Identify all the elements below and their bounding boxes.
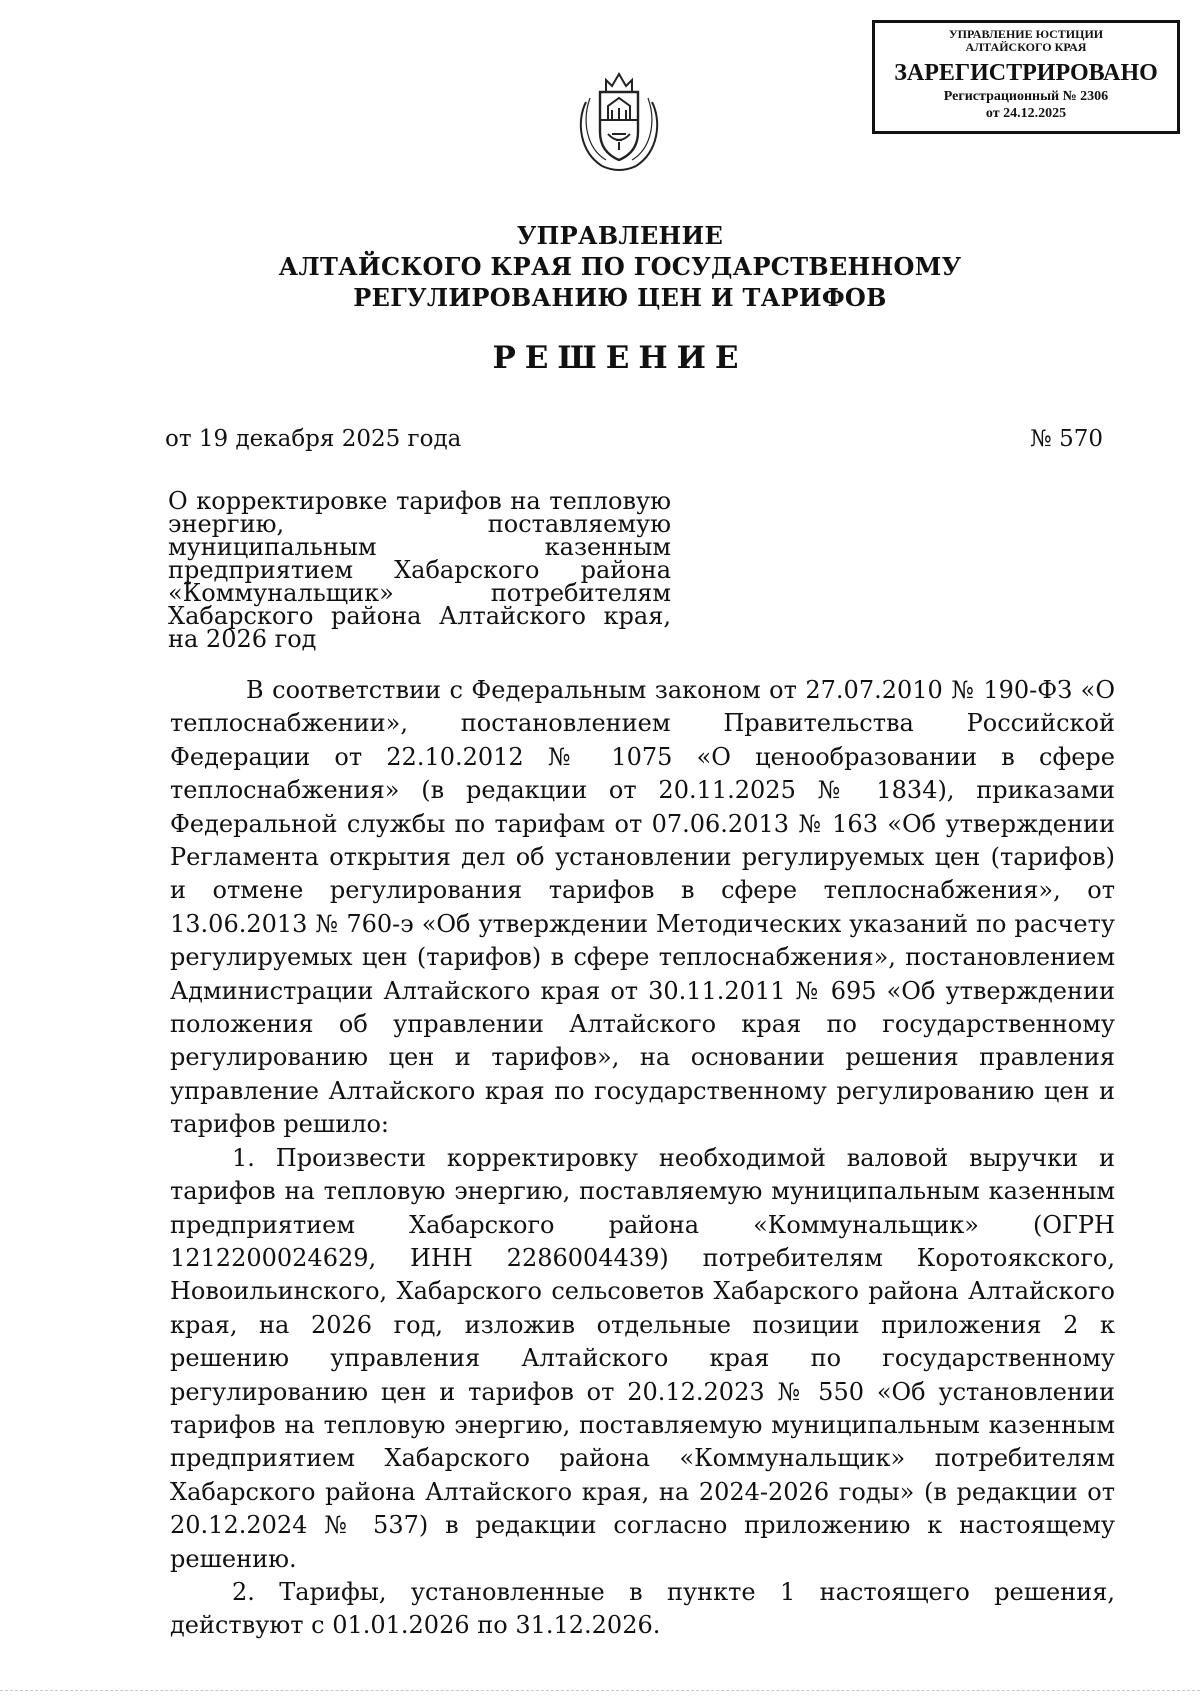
document-number: № 570: [1030, 426, 1103, 452]
stamp-agency-line1: УПРАВЛЕНИЕ ЮСТИЦИИ: [948, 27, 1104, 41]
header-line1: УПРАВЛЕНИЕ: [516, 221, 724, 250]
body-item-2: 2. Тарифы, установленные в пункте 1 настоящего решения, действуют с 01.01.2026 по 31.12.2026.: [170, 1577, 1115, 1640]
stamp-agency-line2: АЛТАЙСКОГО КРАЯ: [965, 40, 1087, 54]
stamp-reg-date: от 24.12.2025: [985, 106, 1067, 121]
document-body: [170, 674, 1115, 1643]
registration-stamp: [872, 20, 1180, 134]
stamp-status: ЗАРЕГИСТРИРОВАНО: [894, 60, 1158, 86]
document-type: РЕШЕНИЕ: [492, 340, 748, 376]
header-line2: АЛТАЙСКОГО КРАЯ ПО ГОСУДАРСТВЕННОМУ: [278, 252, 962, 281]
body-preamble: В соответствии с Федеральным законом от 27.07.2010 № 190-ФЗ «О теплоснабжении», постановлением Правительства Российской Федерации от 22.10.2012 № 1075 «О ценообразовании в сфере теплоснабжения» (в редакции от 20.11.2025 № 1834), приказами Федеральной службы по тарифам от 07.06.2013 № 163 «Об утверждении Регламента открытия дел об установлении регулируемых цен (тарифов) и отмене регулирования тарифов в сфере теплоснабжения», от 13.06.2013 № 760-э «Об утверждении Методических указаний по расчету регулируемых цен (тарифов) в сфере теплоснабжения», постановлением Администрации Алтайского края от 30.11.2011 № 695 «Об утверждении положения об управлении Алтайского края по государственному регулированию цен и тарифов», на основании решения правления управление Алтайского края по государственному регулированию цен и тарифов решило:: [170, 676, 1115, 1139]
header-line3: РЕГУЛИРОВАНИЮ ЦЕН И ТАРИФОВ: [353, 283, 887, 312]
issuing-authority: [180, 220, 1060, 313]
stamp-reg-number: Регистрационный № 2306: [943, 89, 1109, 104]
document-date: от 19 декабря 2025 года: [165, 426, 462, 452]
coat-of-arms-icon: [572, 62, 666, 178]
document-subject: О корректировке тарифов на тепловую энергию, поставляемую муниципальным казенным предприятием Хабарского района «Коммунальщик» потребителям Хабарского района Алтайского края, на 2026 год: [168, 487, 671, 653]
scan-edge-artifact: [0, 1690, 1200, 1691]
body-item-1: 1. Произвести корректировку необходимой валовой выручки и тарифов на тепловую энергию, поставляемую муниципальным казенным предприятием Хабарского района «Коммунальщик» (ОГРН 1212200024629, ИНН 2286004439) потребителям Коротоякского, Новоильинского, Хабарского сельсоветов Хабарского района Алтайского края, на 2026 год, изложив отдельные позиции приложения 2 к решению управления Алтайского края по государственному регулированию цен и тарифов от 20.12.2023 № 550 «Об установлении тарифов на тепловую энергию, поставляемую муниципальным казенным предприятием Хабарского района «Коммунальщик» потребителям Хабарского района Алтайского края, на 2024-2026 годы» (в редакции от 20.12.2024 № 537) в редакции согласно приложению к настоящему решению.: [170, 1143, 1115, 1573]
